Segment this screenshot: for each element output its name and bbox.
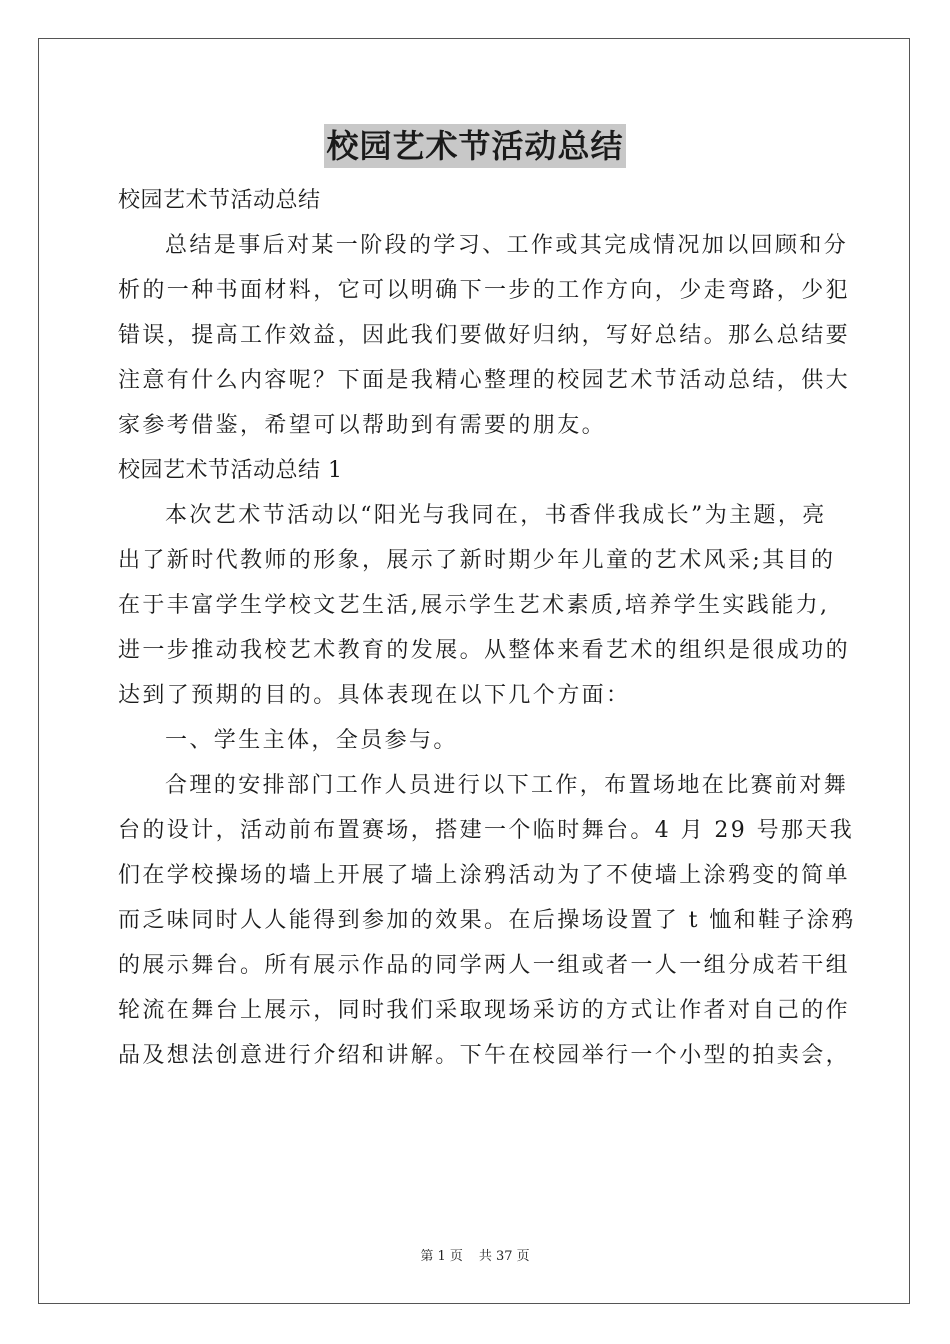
- page-footer: [0, 1245, 950, 1264]
- body-line: 轮流在舞台上展示，同时我们采取现场采访的方式让作者对自己的作: [118, 998, 851, 1023]
- body-line: 总结是事后对某一阶段的学习、工作或其完成情况加以回顾和分: [165, 233, 849, 258]
- body-line: 家参考借鉴，希望可以帮助到有需要的朋友。: [118, 413, 607, 438]
- body-line: 进一步推动我校艺术教育的发展。从整体来看艺术的组织是很成功的: [118, 638, 851, 663]
- document-body: [118, 178, 856, 1078]
- body-line: 出了新时代教师的形象，展示了新时期少年儿童的艺术风采;其目的: [118, 548, 836, 573]
- body-line: 注意有什么内容呢？下面是我精心整理的校园艺术节活动总结，供大: [118, 368, 851, 393]
- body-line: 品及想法创意进行介绍和讲解。下午在校园举行一个小型的拍卖会，: [118, 1043, 851, 1068]
- body-line: 错误，提高工作效益，因此我们要做好归纳，写好总结。那么总结要: [118, 323, 851, 348]
- body-line: 们在学校操场的墙上开展了墙上涂鸦活动为了不使墙上涂鸦变的简单: [118, 863, 851, 888]
- body-line: 台的设计，活动前布置赛场，搭建一个临时舞台。4 月 29 号那天我: [118, 818, 855, 843]
- body-line: 校园艺术节活动总结 1: [118, 458, 343, 483]
- page-total: 共 37 页: [478, 1249, 530, 1264]
- body-line: 校园艺术节活动总结: [118, 188, 321, 213]
- body-line: 的展示舞台。所有展示作品的同学两人一组或者一人一组分成若干组: [118, 953, 851, 978]
- title-area: [0, 124, 950, 168]
- body-line: 合理的安排部门工作人员进行以下工作，布置场地在比赛前对舞: [165, 773, 849, 798]
- body-line: 达到了预期的目的。具体表现在以下几个方面：: [118, 683, 631, 708]
- body-line: 本次艺术节活动以“阳光与我同在，书香伴我成长”为主题，亮: [165, 503, 827, 528]
- body-line: 而乏味同时人人能得到参加的效果。在后操场设置了 t 恤和鞋子涂鸦: [118, 908, 856, 933]
- page-number: 第 1 页: [420, 1249, 463, 1264]
- body-line: 在于丰富学生学校文艺生活,展示学生艺术素质,培养学生实践能力,: [118, 593, 830, 618]
- body-line: 一、学生主体，全员参与。: [165, 728, 458, 753]
- document-title: 校园艺术节活动总结: [324, 124, 625, 168]
- body-line: 析的一种书面材料，它可以明确下一步的工作方向，少走弯路，少犯: [118, 278, 851, 303]
